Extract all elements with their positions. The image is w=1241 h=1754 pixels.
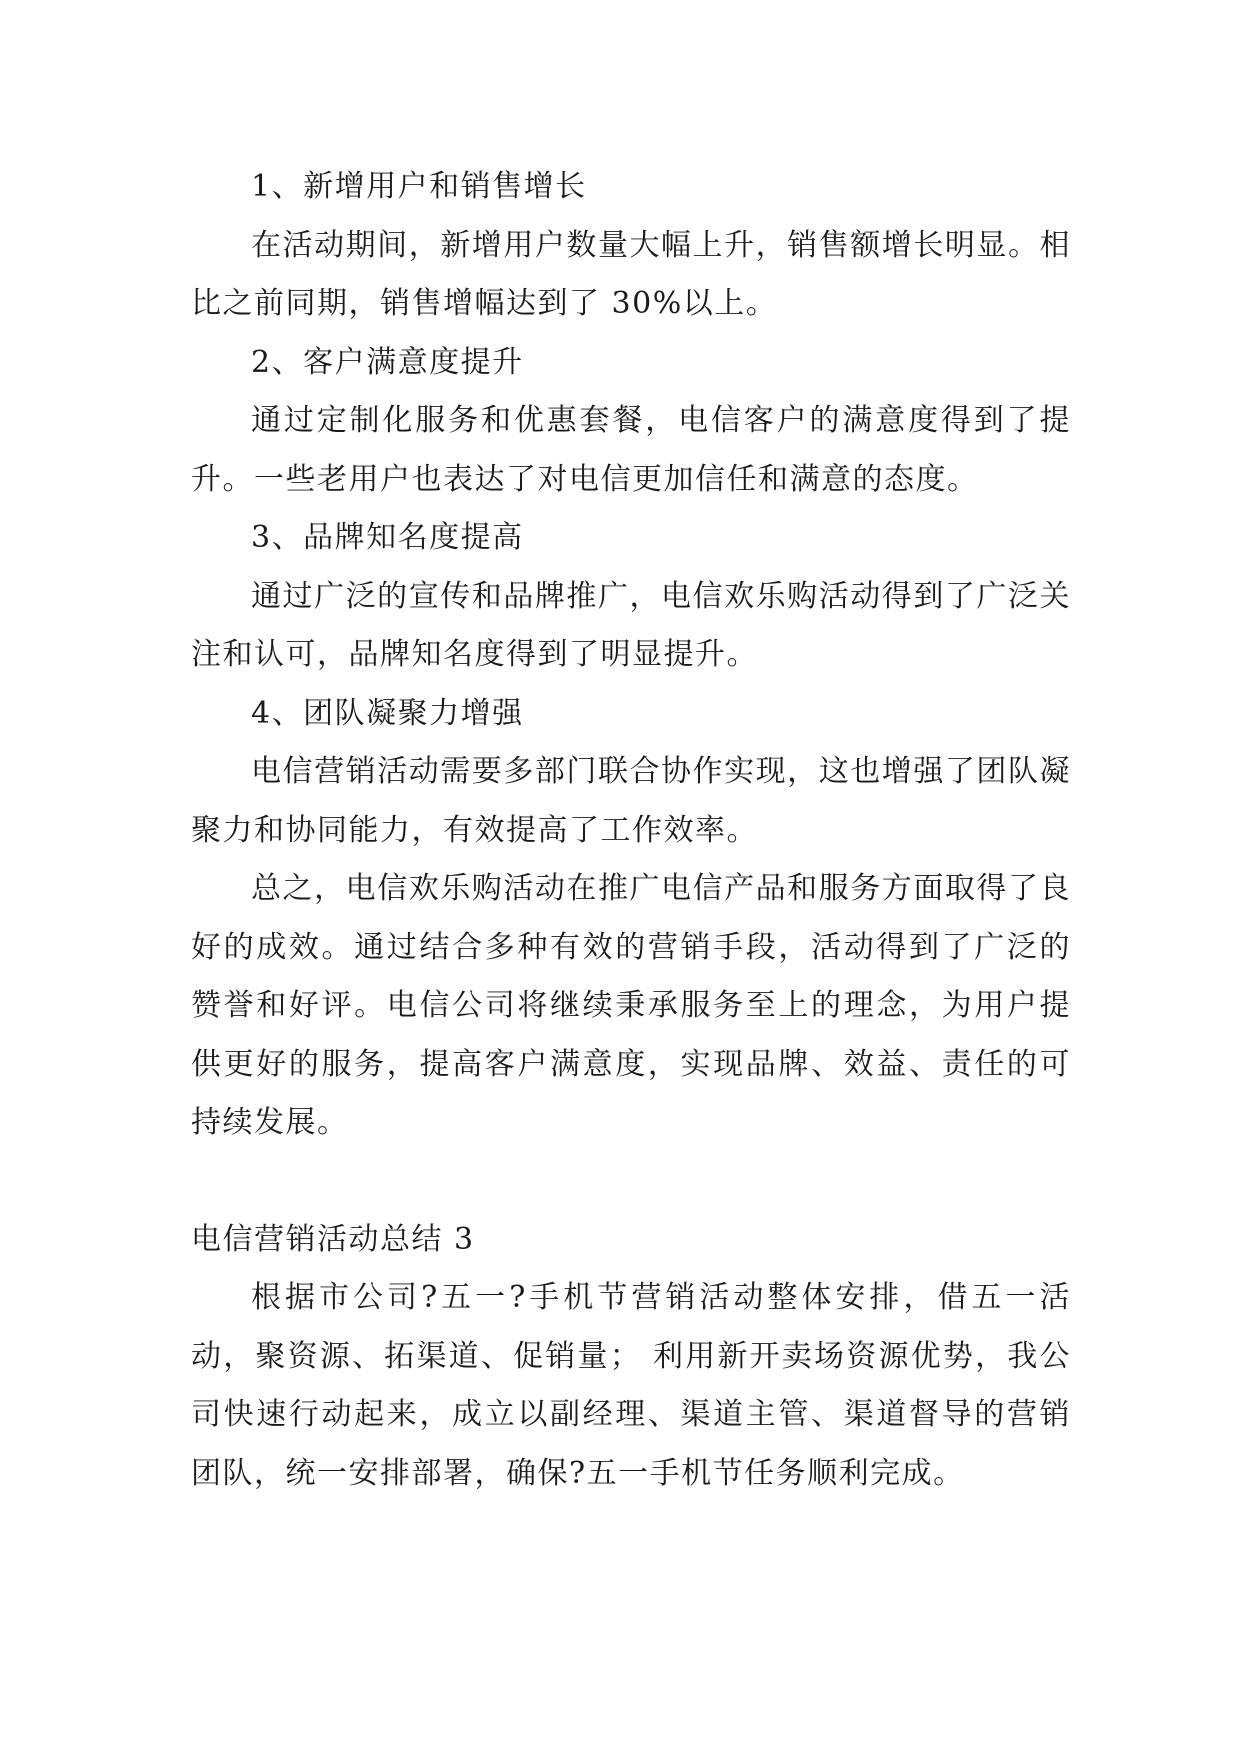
item-heading-satisfaction: 2、客户满意度提升	[251, 344, 524, 380]
paragraph-satisfaction: 通过定制化服务和优惠套餐，电信客户的满意度得到了提升。一些老用户也表达了对电信更加信任和满意的态度。	[191, 403, 1071, 497]
paragraph-team: 电信营销活动需要多部门联合协作实现，这也增强了团队凝聚力和协同能力，有效提高了工作效率。	[191, 754, 1071, 848]
paragraph-section-3-intro: 根据市公司?五一?手机节营销活动整体安排，借五一活动，聚资源、拓渠道、促销量； 利用新开卖场资源优势，我公司快速行动起来，成立以副经理、渠道主管、渠道督导的营销团队，统一安排部署，确保?五一手机节任务顺利完成。	[191, 1280, 1071, 1491]
document-body	[191, 158, 1071, 1503]
item-heading-new-users: 1、新增用户和销售增长	[251, 169, 587, 204]
paragraph-summary: 总之，电信欢乐购活动在推广电信产品和服务方面取得了良好的成效。通过结合多种有效的营销手段，活动得到了广泛的赞誉和好评。电信公司将继续秉承服务至上的理念，为用户提供更好的服务，提高客户满意度，实现品牌、效益、责任的可持续发展。	[191, 871, 1071, 1140]
item-heading-brand: 3、品牌知名度提高	[251, 520, 524, 555]
paragraph-brand: 通过广泛的宣传和品牌推广，电信欢乐购活动得到了广泛关注和认可，品牌知名度得到了明显提升。	[191, 578, 1071, 672]
section-title: 电信营销活动总结 3	[191, 1221, 475, 1257]
paragraph-new-users: 在活动期间，新增用户数量大幅上升，销售额增长明显。相比之前同期，销售增幅达到了 30%以上。	[191, 227, 1071, 321]
item-heading-team: 4、团队凝聚力增强	[251, 695, 524, 731]
